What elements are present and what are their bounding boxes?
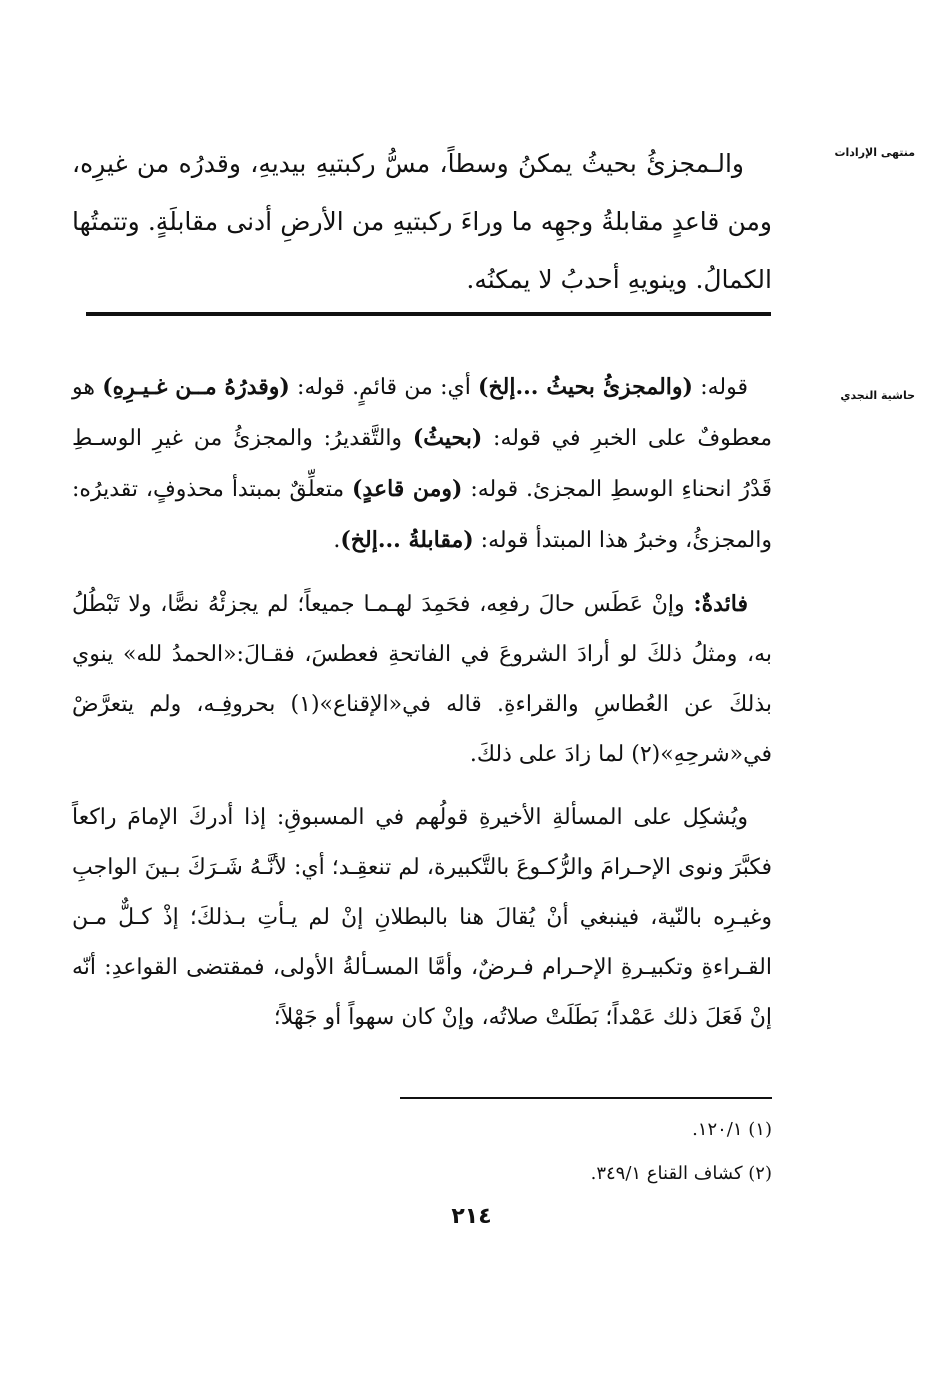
- commentary-segment: قوله:: [692, 375, 748, 400]
- quoted-phrase: (ومن قاعدٍ): [352, 476, 463, 502]
- footnotes: [380, 1108, 772, 1196]
- page-number: ٢١٤: [451, 1204, 492, 1229]
- commentary-segment: أي: من قائمٍ. قوله:: [289, 375, 479, 400]
- margin-label-commentary: حاشية النجدي: [840, 389, 915, 402]
- commentary-segment: وإنْ عَطَس حالَ رفعِه، فحَمِدَ لهـمـا جميعاً؛ لم يجزئْهُ نصًّا، ولا تَبْطُلُ به، ومثلُ ذلكَ لو أرادَ الشروعَ في الفاتحةِ فعطسَ، فقـالَ:«الحمدُ لله» ينوي بذلكَ عن العُطاسِ والقراءةِ. قاله في«الإقناع»(١) بحروفِـه، ولم يتعرَّضْ في«شرحِهِ»(٢) لما زادَ على ذلكَ.: [72, 592, 772, 767]
- commentary-segment: والتَّقديرُ: والمجزئُ من غيرِ الوسـطِ قَدْرُ انحناءِ الوسطِ المجزئ. قوله:: [72, 426, 773, 502]
- quoted-phrase: (مقابلةُ ...إلخ): [340, 527, 474, 553]
- commentary-paragraph-1: [72, 362, 772, 566]
- main-text-divider: [86, 312, 771, 316]
- commentary-paragraph-2: [72, 579, 772, 780]
- main-text-paragraph: والـمجزئُ بحيثُ يمكنُ وسطاً، مسُّ ركبتيهِ بيديهِ، وقدرُه من غيرِه، ومن قاعدٍ مقابلةُ وجهِه ما وراءَ ركبتيهِ من الأرضِ أدنى مقابلَةٍ. وتتمتُها الكمالُ. وينويهِ أحدبُ لا يمكنُه.: [72, 149, 772, 294]
- quoted-phrase: (وقدرُهُ مــن غـيـرِهِ): [102, 374, 290, 400]
- main-text-block: [72, 135, 772, 309]
- quoted-phrase: (بحيثُ): [412, 425, 483, 451]
- footnote-1: (١) ١٢٠/١.: [692, 1119, 772, 1140]
- margin-label-main-text: منتهى الإرادات: [834, 146, 915, 159]
- commentary-segment: متعلِّقٌ بمبتدأ محذوفٍ، تقديرُه: والمجزئُ، وخبرُ هذا المبتدأ قوله:: [72, 477, 772, 553]
- quoted-phrase: (والمجزئُ بحيثُ ...إلخ): [478, 374, 693, 400]
- commentary-segment: .: [333, 528, 341, 553]
- footnote-2: (٢) كشاف القناع ٣٤٩/١.: [590, 1163, 772, 1184]
- footnote-divider: [400, 1097, 772, 1099]
- commentary-block: [72, 362, 772, 1056]
- commentary-segment: هو معطوفٌ على الخبرِ في قوله:: [72, 375, 772, 451]
- commentary-paragraph-3: ويُشكِل على المسألةِ الأخيرةِ قولُهم في المسبوقِ: إذا أدركَ الإمامَ راكعاً فكبَّرَ ونوى الإحـرامَ والرُّكـوعَ بالتَّكبيرة، لم تنعقِـد؛ أي: لأنَّـهُ شَـرَكَ بـينَ الواجبِ وغيـرِه بالنّية، فينبغي أنْ يُقالَ هنا بالبطلانِ إنْ لم يـأتِ بـذلكَ؛ إذْ كـلٌّ مـن القـراءةِ وتكبيـرةِ الإحـرام فـرضٌ، وأمَّا المسـألةُ الأولى، فمقتضى القواعدِ: أنّه إنْ فَعَلَ ذلك عَمْداً؛ بَطَلَتْ صلاتُه، وإنْ كان سهواً أو جَهْلاً؛: [72, 805, 772, 1030]
- benefit-heading: فائدةٌ:: [693, 591, 748, 617]
